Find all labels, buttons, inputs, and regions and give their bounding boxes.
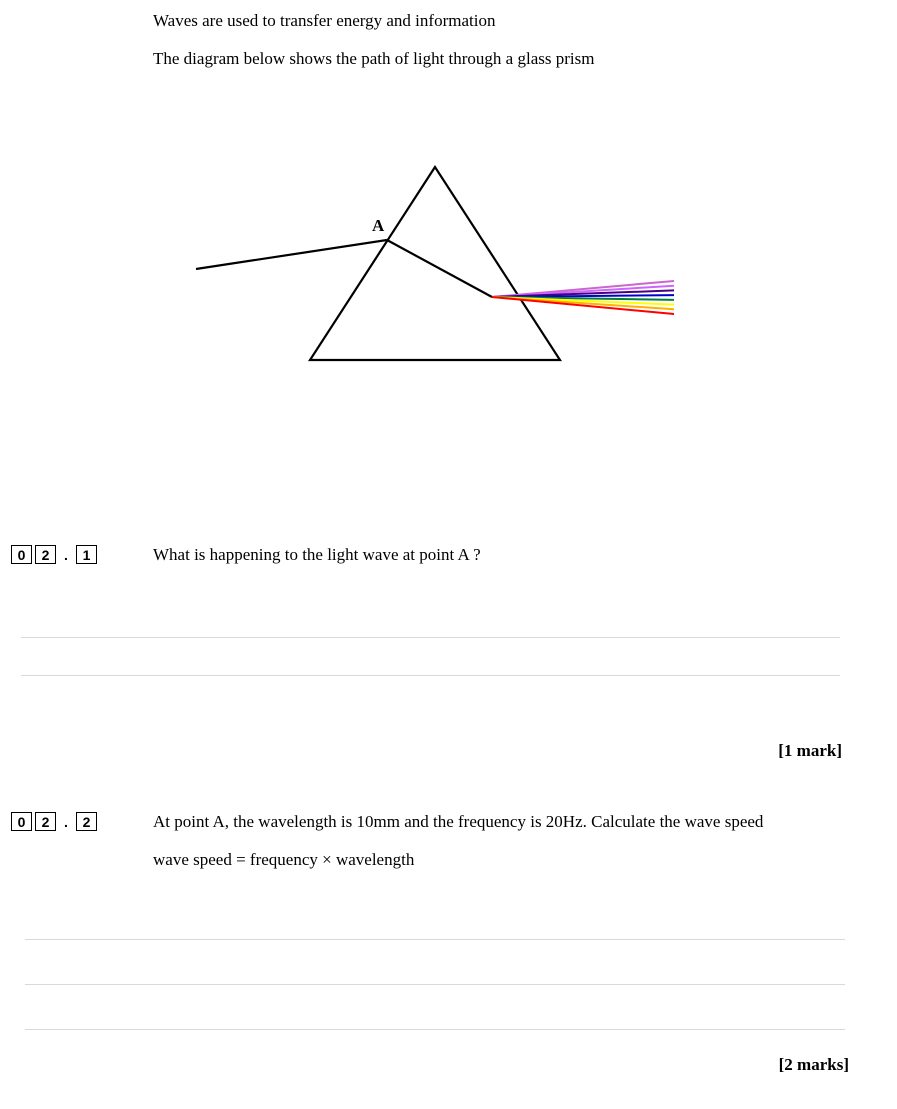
qnum-digit: 2 — [35, 812, 56, 831]
qnum-digit: 2 — [35, 545, 56, 564]
question-02-2-text: At point A, the wavelength is 10mm and the frequency is 20Hz. Calculate the wave speed — [153, 812, 764, 831]
question-number-02-2 — [11, 812, 97, 831]
glass-prism — [310, 167, 560, 360]
qnum-dot: . — [64, 546, 68, 563]
answer-line[interactable] — [25, 984, 845, 985]
question-02-1-text: What is happening to the light wave at point A ? — [153, 545, 481, 564]
marks-02-1: [1 mark] — [778, 741, 842, 760]
answer-line[interactable] — [25, 1029, 845, 1030]
dispersed-spectrum — [492, 281, 674, 314]
prism-diagram — [0, 0, 897, 420]
point-a-label: A — [372, 216, 385, 235]
answer-line[interactable] — [25, 939, 845, 940]
incident-ray — [196, 240, 387, 269]
qnum-digit: 1 — [76, 545, 97, 564]
marks-02-2: [2 marks] — [778, 1055, 849, 1074]
question-number-02-1 — [11, 545, 97, 564]
answer-line[interactable] — [21, 637, 840, 638]
qnum-digit: 0 — [11, 545, 32, 564]
qnum-digit: 2 — [76, 812, 97, 831]
answer-line[interactable] — [21, 675, 840, 676]
intro-line-1: Waves are used to transfer energy and information — [153, 11, 496, 30]
intro-line-2: The diagram below shows the path of light through a glass prism — [153, 49, 595, 68]
refracted-ray — [387, 240, 492, 297]
qnum-dot: . — [64, 813, 68, 830]
qnum-digit: 0 — [11, 812, 32, 831]
wave-speed-equation: wave speed = frequency × wavelength — [153, 850, 415, 869]
